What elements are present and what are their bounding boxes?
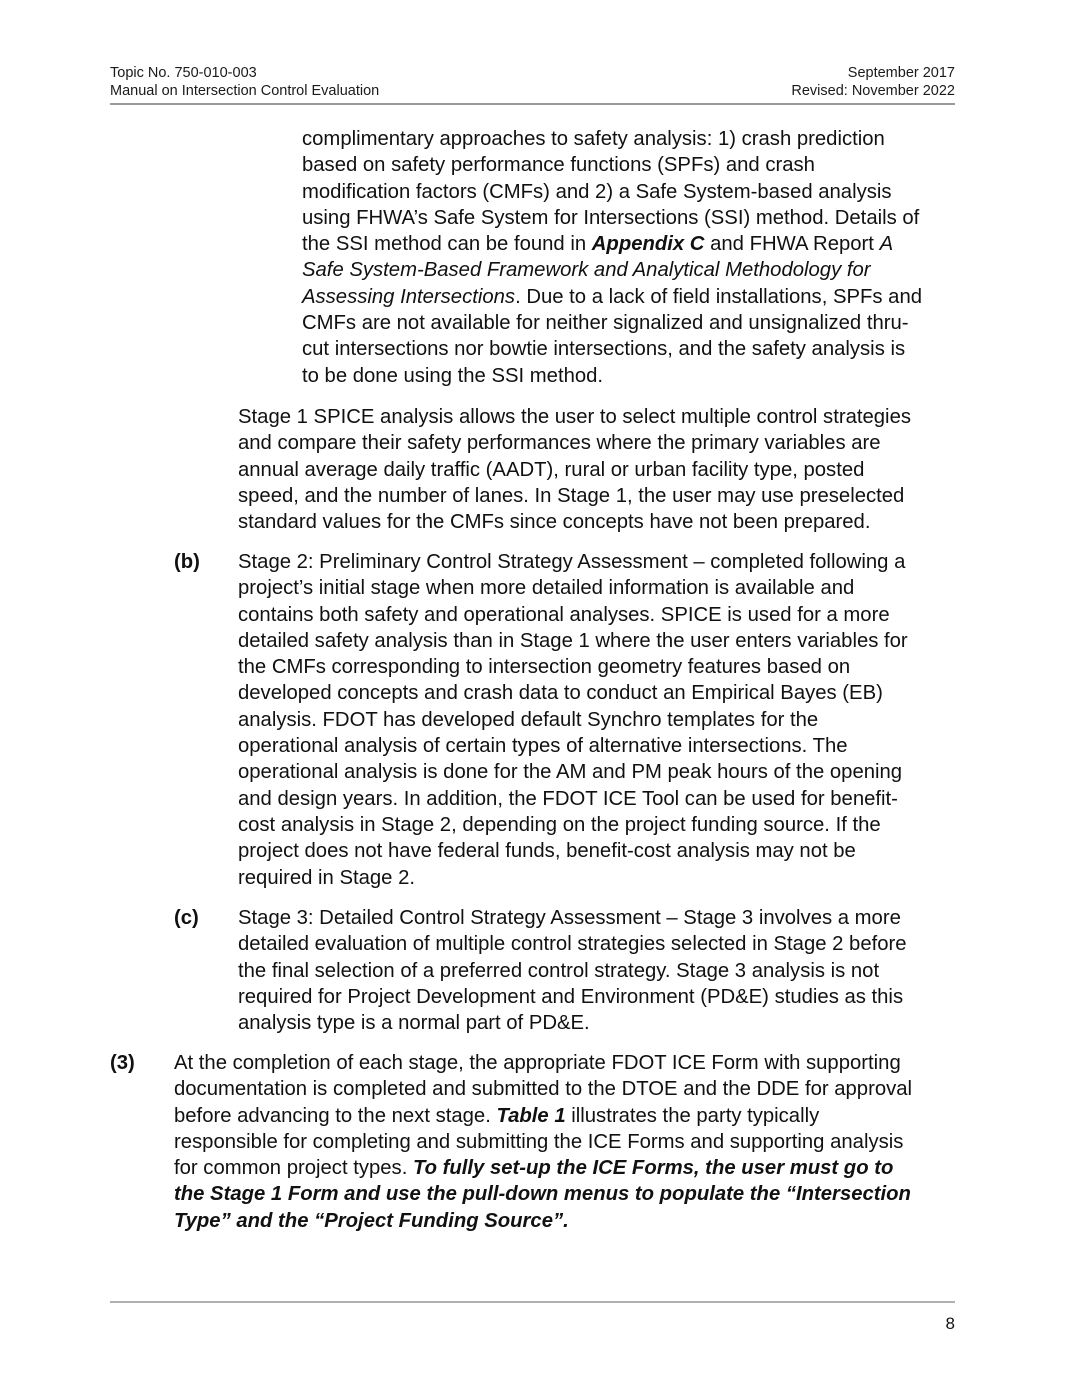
text-run: for common project types.	[174, 1157, 413, 1180]
text-line: analysis type is a normal part of PD&E.	[238, 1012, 590, 1035]
item-b-stage2-paragraph	[238, 549, 908, 891]
text-run: before advancing to the next stage.	[174, 1104, 497, 1127]
text-line	[174, 1155, 912, 1181]
text-line	[302, 284, 922, 310]
text-line: Stage 1 SPICE analysis allows the user to select multiple control strategies	[238, 406, 911, 428]
text-line: operational analysis of certain types of alternative intersections. The	[238, 735, 848, 758]
text-line: detailed safety analysis than in Stage 1 where the user enters variables for	[238, 629, 908, 652]
text-run: and FHWA Report	[704, 233, 880, 256]
revision-date: Revised: November 2022	[791, 83, 955, 99]
text-line: modification factors (CMFs) and 2) a Safe System-based analysis	[302, 180, 892, 203]
text-line: based on safety performance functions (SPFs) and crash	[302, 154, 815, 177]
text-line: cut intersections nor bowtie intersections, and the safety analysis is	[302, 338, 906, 361]
text-line: required in Stage 2.	[238, 866, 416, 889]
stage1-spice-paragraph	[238, 404, 911, 535]
item-c-stage3-paragraph	[238, 905, 907, 1036]
report-title-italic: A	[879, 233, 894, 256]
text-line: speed, and the number of lanes. In Stage 1, the user may use preselected	[238, 484, 905, 507]
emphasis-instruction: the Stage 1 Form and use the pull-down menus to populate the “Intersection	[174, 1183, 911, 1206]
text-line	[174, 1103, 912, 1129]
text-line: At the completion of each stage, the appropriate FDOT ICE Form with supporting	[174, 1052, 901, 1074]
appendix-c-reference: Appendix C	[591, 233, 705, 256]
manual-title: Manual on Intersection Control Evaluation	[110, 83, 380, 99]
text-line: cost analysis in Stage 2, depending on the project funding source. If the	[238, 813, 881, 836]
text-line: the final selection of a preferred control strategy. Stage 3 analysis is not	[238, 959, 880, 982]
topic-number: Topic No. 750-010-003	[110, 65, 257, 81]
text-line: required for Project Development and Environment (PD&E) studies as this	[238, 985, 904, 1008]
table-1-reference: Table 1	[496, 1104, 566, 1127]
safety-analysis-paragraph	[302, 126, 922, 389]
text-run: the SSI method can be found in	[302, 233, 592, 256]
issue-date: September 2017	[847, 65, 955, 81]
text-line: standard values for the CMFs since concepts have not been prepared.	[238, 511, 871, 534]
emphasis-instruction: Type” and the “Project Funding Source”.	[174, 1209, 569, 1232]
text-line: Stage 2: Preliminary Control Strategy Assessment – completed following a	[238, 551, 906, 573]
header-divider	[110, 103, 955, 105]
emphasis-instruction: To fully set-up the ICE Forms, the user must go to	[412, 1157, 894, 1180]
text-line: contains both safety and operational analyses. SPICE is used for a more	[238, 603, 890, 626]
text-line: developed concepts and crash data to conduct an Empirical Bayes (EB)	[238, 682, 883, 705]
text-line: project’s initial stage when more detailed information is available and	[238, 577, 855, 600]
report-title-italic: Safe System-Based Framework and Analytical Methodology for	[302, 259, 871, 282]
text-line: responsible for completing and submitting the ICE Forms and supporting analysis	[174, 1130, 904, 1153]
text-line: detailed evaluation of multiple control strategies selected in Stage 2 before	[238, 933, 907, 956]
text-line: analysis. FDOT has developed default Synchro templates for the	[238, 708, 819, 731]
text-line: using FHWA’s Safe System for Intersections (SSI) method. Details of	[302, 206, 920, 229]
item-c-label: (c)	[174, 907, 199, 929]
footer-divider	[110, 1301, 955, 1303]
text-line: complimentary approaches to safety analysis: 1) crash prediction	[302, 128, 885, 150]
text-line: documentation is completed and submitted to the DTOE and the DDE for approval	[174, 1078, 913, 1101]
text-line: and compare their safety performances where the primary variables are	[238, 432, 881, 455]
text-line: and design years. In addition, the FDOT ICE Tool can be used for benefit-	[238, 787, 898, 810]
text-line: to be done using the SSI method.	[302, 364, 604, 387]
text-line: CMFs are not available for neither signalized and unsignalized thru-	[302, 312, 909, 335]
item-3-ice-forms-paragraph	[174, 1050, 912, 1234]
text-line: project does not have federal funds, benefit-cost analysis may not be	[238, 840, 856, 863]
text-run: . Due to a lack of field installations, SPFs and	[515, 285, 923, 308]
item-b-label: (b)	[174, 551, 200, 573]
text-line: annual average daily traffic (AADT), rural or urban facility type, posted	[238, 458, 865, 481]
text-line	[302, 231, 922, 257]
report-title-italic: Assessing Intersections	[302, 285, 516, 308]
item-3-label: (3)	[110, 1052, 135, 1074]
page-number: 8	[945, 1314, 955, 1333]
text-line: Stage 3: Detailed Control Strategy Assessment – Stage 3 involves a more	[238, 907, 901, 929]
text-line: operational analysis is done for the AM and PM peak hours of the opening	[238, 761, 903, 784]
text-line: the CMFs corresponding to intersection geometry features based on	[238, 656, 851, 679]
text-run: illustrates the party typically	[565, 1104, 820, 1127]
